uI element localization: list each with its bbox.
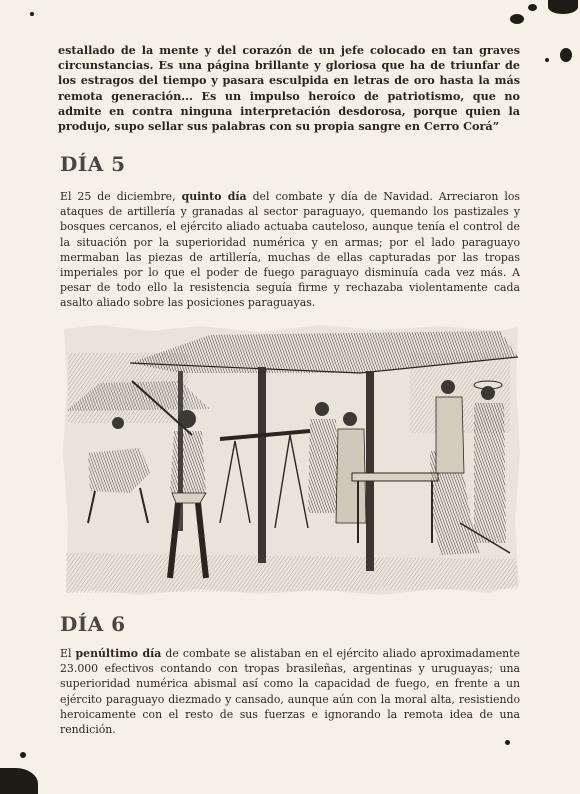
battle-camp-engraving bbox=[60, 323, 522, 597]
day5-text-rest: del combate y día de Navidad. Arreciaron los ataques de artillería y granadas al sector paraguayo, quemando los pastizales y bosques cercanos, el ejército aliado actuaba cauteloso, aunque tenía el control de la situación por la superioridad numérica y en armas; por el lado paraguayo mermaban las piezas de artillería, muchas de ellas capturadas por las tropas imperiales por lo que el poder de fuego paraguayo disminuía cada vez más. A pesar de todo ello la resistencia seguía firme y rechazaba violentamente cada asalto aliado sobre las posiciones paraguayas. bbox=[60, 190, 520, 310]
day6-text-bold: penúltimo día bbox=[75, 647, 162, 660]
ink-splatter bbox=[545, 58, 549, 62]
quote-text: estallado de la mente y del corazón de un jefe colocado en tan graves circunstancias. Es una página brillante y gloriosa que ha de triunfar de los estragos del tiempo y pasara esculpida en letras de oro hasta la más remota generación... Es un impulso heroíco de patriotismo, que no admite en contra ninguna interpretación desdorosa, porque quien la produjo, supo sellar sus palabras con su propia sangre en Cerro Corá” bbox=[58, 43, 520, 134]
ink-splatter bbox=[505, 740, 510, 745]
ink-splatter bbox=[510, 14, 524, 24]
day5-paragraph bbox=[60, 189, 520, 311]
ink-splatter bbox=[528, 4, 537, 11]
day5-heading: DÍA 5 bbox=[60, 152, 126, 176]
day5-text-start: El 25 de diciembre, bbox=[60, 190, 182, 203]
day6-heading: DÍA 6 bbox=[60, 612, 126, 636]
ink-splatter bbox=[560, 48, 572, 62]
day6-paragraph bbox=[60, 646, 520, 737]
day5-text-bold: quinto día bbox=[181, 190, 247, 203]
ink-splatter bbox=[0, 768, 38, 794]
ink-splatter bbox=[20, 752, 26, 758]
day6-text-rest: de combate se alistaban en el ejército aliado aproximadamente 23.000 efectivos contando con tropas brasileñas, argentinas y uruguayas; una superioridad numérica abismal así como la capacidad de fuego, en frente a un ejército paraguayo diezmado y cansado, aunque aún con la moral alta, resistiendo heroicamente con el resto de sus fuerzas e ignorando la remota idea de una rendición. bbox=[60, 647, 520, 737]
ink-splatter bbox=[548, 0, 578, 14]
ink-splatter bbox=[30, 12, 34, 16]
day6-text-start: El bbox=[60, 647, 76, 660]
